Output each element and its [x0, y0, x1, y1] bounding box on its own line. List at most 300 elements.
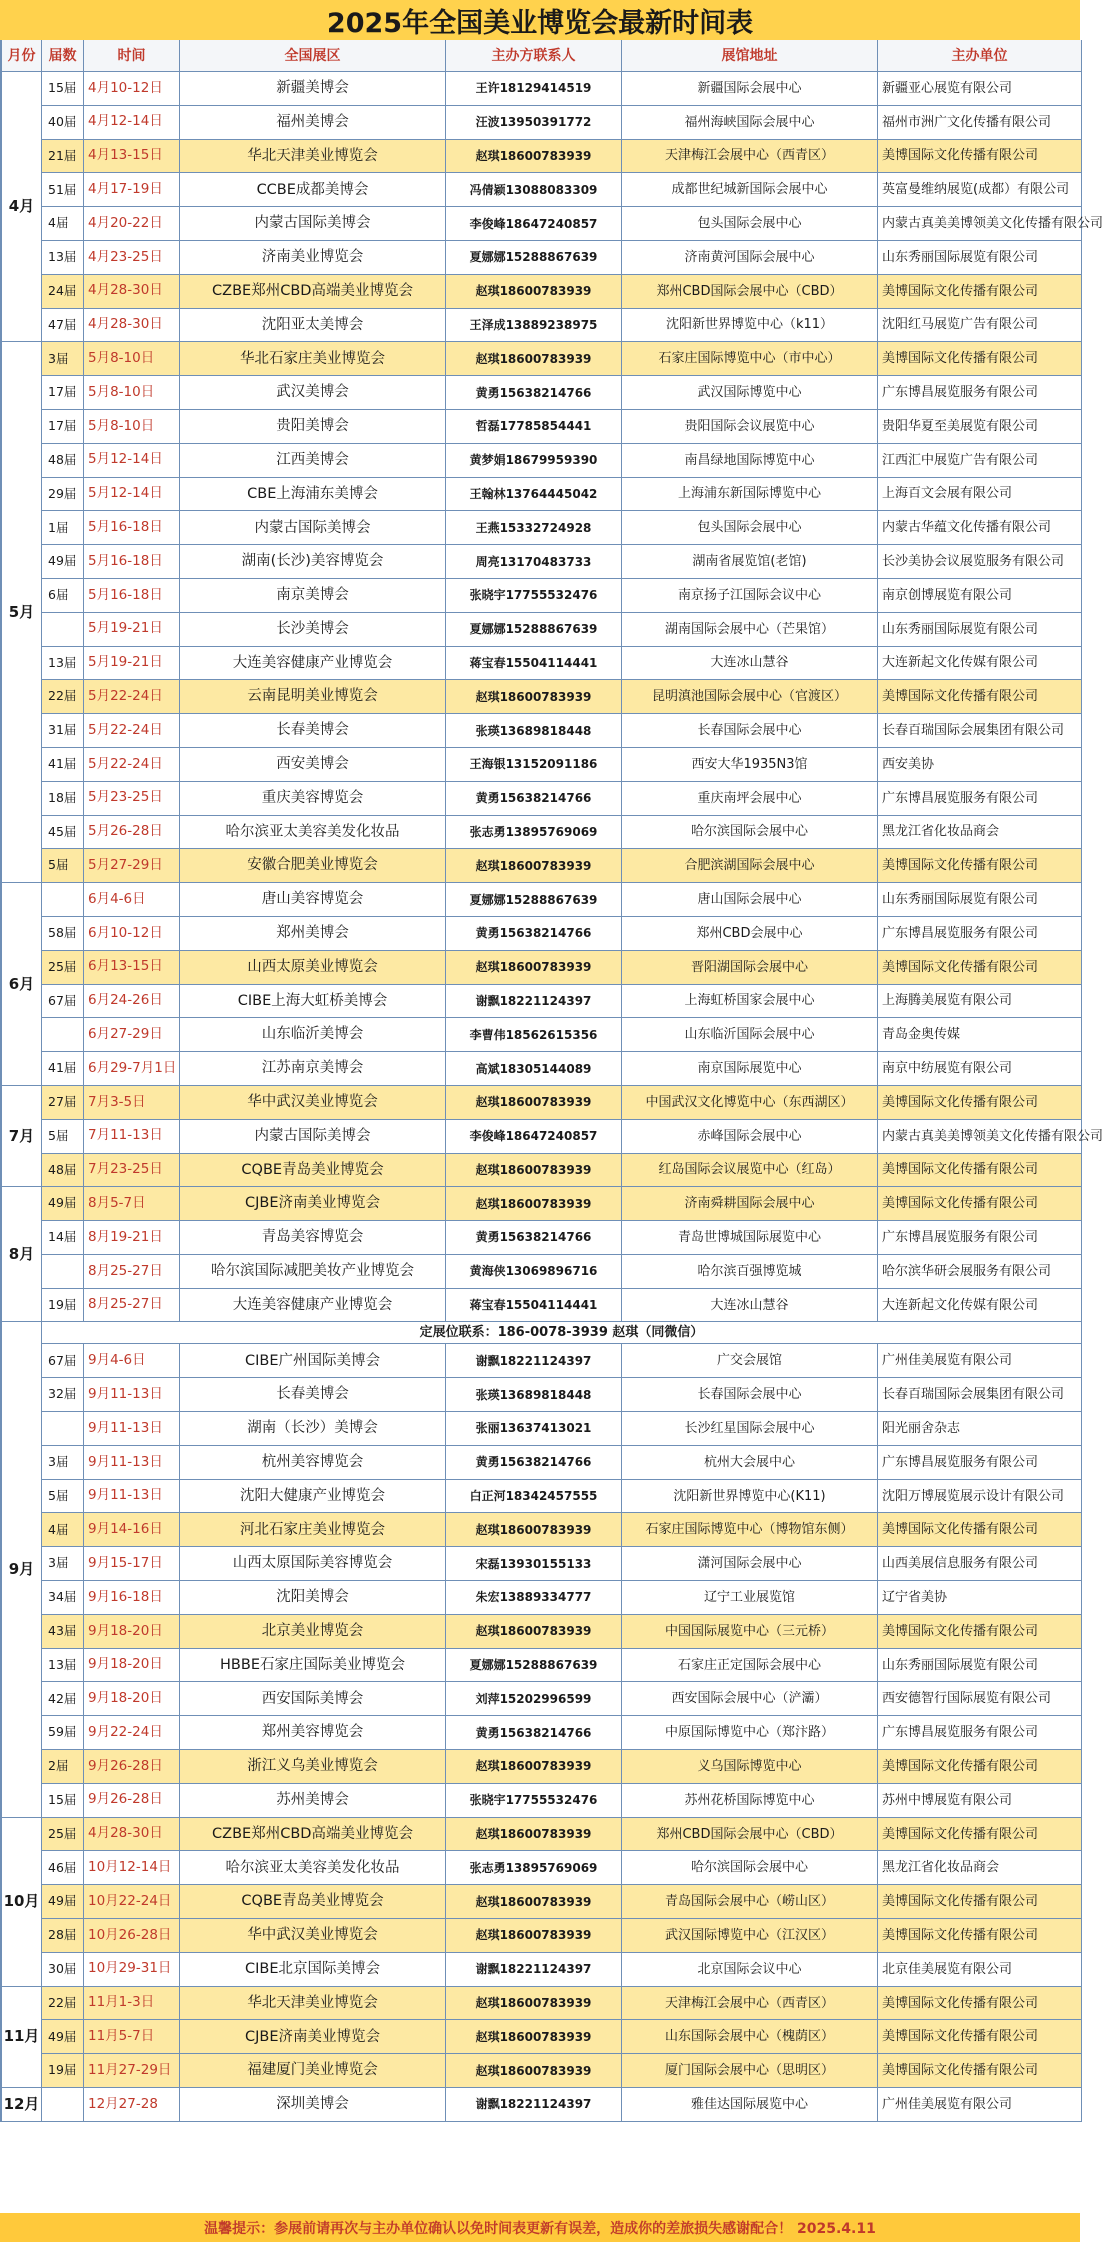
contact-cell: 高斌18305144089	[446, 1052, 622, 1086]
venue-cell: 长沙红星国际会展中心	[622, 1412, 878, 1446]
column-header: 主办方联系人	[446, 40, 622, 72]
contact-cell: 张瑛13689818448	[446, 1378, 622, 1412]
date-cell: 4月13-15日	[84, 140, 180, 174]
date-cell: 9月18-20日	[84, 1649, 180, 1683]
venue-cell: 石家庄国际博览中心（博物馆东侧）	[622, 1513, 878, 1547]
contact-cell: 蒋宝春15504114441	[446, 1289, 622, 1323]
expo-name-cell: 郑州美容博览会	[180, 1716, 446, 1750]
organizer-cell: 美博国际文化传播有限公司	[878, 680, 1082, 714]
organizer-cell: 大连新起文化传媒有限公司	[878, 1289, 1082, 1323]
edition-cell: 15届	[42, 72, 84, 106]
organizer-cell: 上海腾美展览有限公司	[878, 985, 1082, 1019]
contact-cell: 夏娜娜15288867639	[446, 241, 622, 275]
organizer-cell: 山东秀丽国际展览有限公司	[878, 883, 1082, 917]
expo-name-cell: 沈阳美博会	[180, 1581, 446, 1615]
organizer-cell: 上海百文会展有限公司	[878, 478, 1082, 512]
expo-name-cell: 深圳美博会	[180, 2088, 446, 2122]
edition-cell: 6届	[42, 579, 84, 613]
venue-cell: 晋阳湖国际会展中心	[622, 951, 878, 985]
venue-cell: 郑州CBD国际会展中心（CBD）	[622, 275, 878, 309]
contact-cell: 赵琪18600783939	[446, 342, 622, 376]
date-cell: 5月12-14日	[84, 444, 180, 478]
contact-cell: 赵琪18600783939	[446, 951, 622, 985]
expo-name-cell: CZBE郑州CBD高端美业博览会	[180, 1818, 446, 1852]
venue-cell: 重庆南坪会展中心	[622, 782, 878, 816]
contact-cell: 赵琪18600783939	[446, 2054, 622, 2088]
edition-cell: 5届	[42, 1120, 84, 1154]
date-cell: 4月17-19日	[84, 173, 180, 207]
organizer-cell: 北京佳美展览有限公司	[878, 1953, 1082, 1987]
expo-name-cell: 武汉美博会	[180, 376, 446, 410]
date-cell: 4月28-30日	[84, 275, 180, 309]
date-cell: 5月23-25日	[84, 782, 180, 816]
edition-cell: 19届	[42, 1289, 84, 1323]
edition-cell: 48届	[42, 444, 84, 478]
date-cell: 4月23-25日	[84, 241, 180, 275]
edition-cell: 40届	[42, 106, 84, 140]
venue-cell: 中原国际博览中心（郑汴路）	[622, 1716, 878, 1750]
organizer-cell: 西安德智行国际展览有限公司	[878, 1682, 1082, 1716]
edition-cell: 3届	[42, 1446, 84, 1480]
edition-cell: 29届	[42, 478, 84, 512]
contact-cell: 赵琪18600783939	[446, 275, 622, 309]
organizer-cell: 美博国际文化传播有限公司	[878, 1885, 1082, 1919]
contact-cell: 赵琪18600783939	[446, 1513, 622, 1547]
edition-cell: 28届	[42, 1919, 84, 1953]
date-cell: 11月5-7日	[84, 2020, 180, 2054]
column-header: 全国展区	[180, 40, 446, 72]
edition-cell: 3届	[42, 1547, 84, 1581]
organizer-cell: 美博国际文化传播有限公司	[878, 2054, 1082, 2088]
contact-cell: 黄勇15638214766	[446, 1716, 622, 1750]
date-cell: 4月20-22日	[84, 207, 180, 241]
contact-cell: 黄勇15638214766	[446, 1446, 622, 1480]
expo-name-cell: 哈尔滨亚太美容美发化妆品	[180, 816, 446, 850]
venue-cell: 天津梅江会展中心（西青区）	[622, 1987, 878, 2021]
column-header: 月份	[2, 40, 42, 72]
date-cell: 6月29-7月1日	[84, 1052, 180, 1086]
month-label: 6月	[2, 883, 42, 1086]
edition-cell: 30届	[42, 1953, 84, 1987]
edition-cell: 41届	[42, 1052, 84, 1086]
contact-cell: 赵琪18600783939	[446, 849, 622, 883]
expo-name-cell: 福州美博会	[180, 106, 446, 140]
date-cell: 7月11-13日	[84, 1120, 180, 1154]
date-cell: 9月26-28日	[84, 1784, 180, 1818]
date-cell: 5月27-29日	[84, 849, 180, 883]
edition-cell: 13届	[42, 241, 84, 275]
organizer-cell: 沈阳红马展览广告有限公司	[878, 309, 1082, 343]
edition-cell: 14届	[42, 1221, 84, 1255]
edition-cell: 3届	[42, 342, 84, 376]
venue-cell: 郑州CBD会展中心	[622, 917, 878, 951]
contact-cell: 白正河18342457555	[446, 1480, 622, 1514]
date-cell: 9月18-20日	[84, 1682, 180, 1716]
contact-cell: 张晓宇17755532476	[446, 1784, 622, 1818]
date-cell: 5月19-21日	[84, 613, 180, 647]
edition-cell: 31届	[42, 714, 84, 748]
expo-name-cell: 西安国际美博会	[180, 1682, 446, 1716]
venue-cell: 唐山国际会展中心	[622, 883, 878, 917]
expo-name-cell: 哈尔滨国际减肥美妆产业博览会	[180, 1255, 446, 1289]
expo-name-cell: 南京美博会	[180, 579, 446, 613]
edition-cell	[42, 1255, 84, 1289]
edition-cell: 49届	[42, 545, 84, 579]
expo-name-cell: 重庆美容博览会	[180, 782, 446, 816]
venue-cell: 石家庄正定国际会展中心	[622, 1649, 878, 1683]
expo-name-cell: 内蒙古国际美博会	[180, 511, 446, 545]
date-cell: 6月27-29日	[84, 1018, 180, 1052]
edition-cell	[42, 1412, 84, 1446]
venue-cell: 辽宁工业展览馆	[622, 1581, 878, 1615]
edition-cell: 22届	[42, 680, 84, 714]
venue-cell: 新疆国际会展中心	[622, 72, 878, 106]
venue-cell: 成都世纪城新国际会展中心	[622, 173, 878, 207]
date-cell: 11月27-29日	[84, 2054, 180, 2088]
contact-cell: 谢飘18221124397	[446, 1344, 622, 1378]
edition-cell: 67届	[42, 985, 84, 1019]
organizer-cell: 广州佳美展览有限公司	[878, 2088, 1082, 2122]
edition-cell: 48届	[42, 1154, 84, 1188]
date-cell: 4月28-30日	[84, 1818, 180, 1852]
contact-cell: 赵琪18600783939	[446, 1615, 622, 1649]
expo-name-cell: CCBE成都美博会	[180, 173, 446, 207]
contact-cell: 赵琪18600783939	[446, 1154, 622, 1188]
date-cell: 5月26-28日	[84, 816, 180, 850]
expo-name-cell: 山西太原美业博览会	[180, 951, 446, 985]
venue-cell: 南京扬子江国际会议中心	[622, 579, 878, 613]
date-cell: 5月16-18日	[84, 511, 180, 545]
contact-cell: 张晓宇17755532476	[446, 579, 622, 613]
organizer-cell: 阳光丽舍杂志	[878, 1412, 1082, 1446]
edition-cell: 25届	[42, 1818, 84, 1852]
edition-cell: 32届	[42, 1378, 84, 1412]
date-cell: 5月12-14日	[84, 478, 180, 512]
date-cell: 9月18-20日	[84, 1615, 180, 1649]
organizer-cell: 福州市洲广文化传播有限公司	[878, 106, 1082, 140]
venue-cell: 上海虹桥国家会展中心	[622, 985, 878, 1019]
expo-name-cell: 长沙美博会	[180, 613, 446, 647]
column-header: 时间	[84, 40, 180, 72]
expo-name-cell: HBBE石家庄国际美业博览会	[180, 1649, 446, 1683]
venue-cell: 武汉国际博览中心	[622, 376, 878, 410]
date-cell: 4月10-12日	[84, 72, 180, 106]
contact-cell: 赵琪18600783939	[446, 1885, 622, 1919]
organizer-cell: 内蒙古真美美博领美文化传播有限公司	[878, 207, 1082, 241]
expo-name-cell: CIBE广州国际美博会	[180, 1344, 446, 1378]
venue-cell: 杭州大会展中心	[622, 1446, 878, 1480]
venue-cell: 北京国际会议中心	[622, 1953, 878, 1987]
month-label: 9月	[2, 1322, 42, 1817]
date-cell: 10月22-24日	[84, 1885, 180, 1919]
contact-cell: 赵琪18600783939	[446, 1818, 622, 1852]
contact-cell: 蒋宝春15504114441	[446, 647, 622, 681]
venue-cell: 济南黄河国际会展中心	[622, 241, 878, 275]
expo-name-cell: CQBE青岛美业博览会	[180, 1154, 446, 1188]
expo-name-cell: 内蒙古国际美博会	[180, 1120, 446, 1154]
footer-notice: 温馨提示：参展前请再次与主办单位确认以免时间表更新有误差，造成你的差旅损失感谢配合！ 2025.4.11	[0, 2213, 1080, 2242]
date-cell: 12月27-28	[84, 2088, 180, 2122]
edition-cell: 41届	[42, 748, 84, 782]
date-cell: 9月11-13日	[84, 1480, 180, 1514]
edition-cell: 2届	[42, 1750, 84, 1784]
contact-cell: 黄勇15638214766	[446, 1221, 622, 1255]
contact-cell: 李曹伟18562615356	[446, 1018, 622, 1052]
expo-name-cell: CJBE济南美业博览会	[180, 2020, 446, 2054]
venue-cell: 长春国际会展中心	[622, 714, 878, 748]
contact-cell: 谢飘18221124397	[446, 1953, 622, 1987]
venue-cell: 长春国际会展中心	[622, 1378, 878, 1412]
contact-cell: 王翰林13764445042	[446, 478, 622, 512]
organizer-cell: 山东秀丽国际展览有限公司	[878, 1649, 1082, 1683]
expo-name-cell: CJBE济南美业博览会	[180, 1187, 446, 1221]
organizer-cell: 美博国际文化传播有限公司	[878, 849, 1082, 883]
contact-cell: 王海银13152091186	[446, 748, 622, 782]
expo-name-cell: CZBE郑州CBD高端美业博览会	[180, 275, 446, 309]
expo-name-cell: 云南昆明美业博览会	[180, 680, 446, 714]
contact-cell: 汪波13950391772	[446, 106, 622, 140]
edition-cell: 49届	[42, 2020, 84, 2054]
contact-cell: 黄勇15638214766	[446, 376, 622, 410]
expo-name-cell: 浙江义乌美业博览会	[180, 1750, 446, 1784]
organizer-cell: 长春百瑞国际会展集团有限公司	[878, 714, 1082, 748]
date-cell: 5月8-10日	[84, 410, 180, 444]
edition-cell: 42届	[42, 1682, 84, 1716]
edition-cell	[42, 1018, 84, 1052]
contact-cell: 王许18129414519	[446, 72, 622, 106]
venue-cell: 大连冰山慧谷	[622, 647, 878, 681]
month-label: 11月	[2, 1987, 42, 2088]
date-cell: 9月15-17日	[84, 1547, 180, 1581]
venue-cell: 红岛国际会议展览中心（红岛）	[622, 1154, 878, 1188]
expo-name-cell: CIBE北京国际美博会	[180, 1953, 446, 1987]
edition-cell: 19届	[42, 2054, 84, 2088]
date-cell: 5月16-18日	[84, 545, 180, 579]
edition-cell: 17届	[42, 410, 84, 444]
contact-cell: 黄海侠13069896716	[446, 1255, 622, 1289]
date-cell: 6月24-26日	[84, 985, 180, 1019]
organizer-cell: 美博国际文化传播有限公司	[878, 951, 1082, 985]
edition-cell: 46届	[42, 1851, 84, 1885]
contact-cell: 李俊峰18647240857	[446, 1120, 622, 1154]
date-cell: 8月25-27日	[84, 1289, 180, 1323]
contact-cell: 夏娜娜15288867639	[446, 883, 622, 917]
organizer-cell: 美博国际文化传播有限公司	[878, 1086, 1082, 1120]
month-label: 8月	[2, 1187, 42, 1322]
expo-name-cell: CIBE上海大虹桥美博会	[180, 985, 446, 1019]
expo-name-cell: 江西美博会	[180, 444, 446, 478]
organizer-cell: 黑龙江省化妆品商会	[878, 816, 1082, 850]
month-label: 10月	[2, 1818, 42, 1987]
venue-cell: 大连冰山慧谷	[622, 1289, 878, 1323]
date-cell: 5月8-10日	[84, 376, 180, 410]
date-cell: 4月12-14日	[84, 106, 180, 140]
organizer-cell: 美博国际文化传播有限公司	[878, 140, 1082, 174]
schedule-table	[0, 40, 1103, 2122]
date-cell: 6月13-15日	[84, 951, 180, 985]
venue-cell: 石家庄国际博览中心（市中心）	[622, 342, 878, 376]
contact-cell: 李俊峰18647240857	[446, 207, 622, 241]
column-header: 展馆地址	[622, 40, 878, 72]
organizer-cell: 广东博昌展览服务有限公司	[878, 782, 1082, 816]
expo-name-cell: 山西太原国际美容博览会	[180, 1547, 446, 1581]
organizer-cell: 美博国际文化传播有限公司	[878, 1987, 1082, 2021]
date-cell: 9月11-13日	[84, 1412, 180, 1446]
contact-cell: 王泽成13889238975	[446, 309, 622, 343]
organizer-cell: 长沙美协会议展览服务有限公司	[878, 545, 1082, 579]
page-title: 2025年全国美业博览会最新时间表	[0, 0, 1080, 42]
expo-name-cell: 沈阳亚太美博会	[180, 309, 446, 343]
organizer-cell: 英富曼维纳展览(成都）有限公司	[878, 173, 1082, 207]
expo-name-cell: 福建厦门美业博览会	[180, 2054, 446, 2088]
expo-name-cell: CQBE青岛美业博览会	[180, 1885, 446, 1919]
venue-cell: 青岛国际会展中心（崂山区）	[622, 1885, 878, 1919]
column-header: 主办单位	[878, 40, 1082, 72]
contact-cell: 冯倩颖13088083309	[446, 173, 622, 207]
column-header: 届数	[42, 40, 84, 72]
venue-cell: 赤峰国际会展中心	[622, 1120, 878, 1154]
organizer-cell: 美博国际文化传播有限公司	[878, 2020, 1082, 2054]
organizer-cell: 江西汇中展览广告有限公司	[878, 444, 1082, 478]
venue-cell: 包头国际会展中心	[622, 207, 878, 241]
organizer-cell: 苏州中博展览有限公司	[878, 1784, 1082, 1818]
venue-cell: 中国武汉文化博览中心（东西湖区）	[622, 1086, 878, 1120]
venue-cell: 哈尔滨百强博览城	[622, 1255, 878, 1289]
organizer-cell: 山西美展信息服务有限公司	[878, 1547, 1082, 1581]
edition-cell: 47届	[42, 309, 84, 343]
contact-cell: 哲磊17785854441	[446, 410, 622, 444]
date-cell: 7月23-25日	[84, 1154, 180, 1188]
edition-cell: 15届	[42, 1784, 84, 1818]
expo-name-cell: 江苏南京美博会	[180, 1052, 446, 1086]
edition-cell: 27届	[42, 1086, 84, 1120]
edition-cell	[42, 883, 84, 917]
expo-name-cell: 新疆美博会	[180, 72, 446, 106]
organizer-cell: 广东博昌展览服务有限公司	[878, 1716, 1082, 1750]
venue-cell: 山东国际会展中心（槐荫区）	[622, 2020, 878, 2054]
organizer-cell: 广东博昌展览服务有限公司	[878, 917, 1082, 951]
date-cell: 10月12-14日	[84, 1851, 180, 1885]
organizer-cell: 美博国际文化传播有限公司	[878, 1513, 1082, 1547]
contact-cell: 张丽13637413021	[446, 1412, 622, 1446]
organizer-cell: 大连新起文化传媒有限公司	[878, 647, 1082, 681]
contact-cell: 黄勇15638214766	[446, 782, 622, 816]
venue-cell: 南京国际展览中心	[622, 1052, 878, 1086]
contact-cell: 张志勇13895769069	[446, 1851, 622, 1885]
venue-cell: 中国国际展览中心（三元桥）	[622, 1615, 878, 1649]
month-label: 5月	[2, 342, 42, 883]
organizer-cell: 山东秀丽国际展览有限公司	[878, 241, 1082, 275]
organizer-cell: 哈尔滨华研会展服务有限公司	[878, 1255, 1082, 1289]
expo-name-cell: 华中武汉美业博览会	[180, 1919, 446, 1953]
date-cell: 6月4-6日	[84, 883, 180, 917]
venue-cell: 湖南省展览馆(老馆)	[622, 545, 878, 579]
venue-cell: 天津梅江会展中心（西青区）	[622, 140, 878, 174]
expo-name-cell: 华北天津美业博览会	[180, 140, 446, 174]
month-label: 12月	[2, 2088, 42, 2122]
organizer-cell: 内蒙古真美美博领美文化传播有限公司	[878, 1120, 1082, 1154]
edition-cell: 22届	[42, 1987, 84, 2021]
edition-cell: 58届	[42, 917, 84, 951]
contact-cell: 谢飘18221124397	[446, 2088, 622, 2122]
date-cell: 5月22-24日	[84, 714, 180, 748]
venue-cell: 雅佳达国际展览中心	[622, 2088, 878, 2122]
expo-name-cell: 华北石家庄美业博览会	[180, 342, 446, 376]
contact-cell: 赵琪18600783939	[446, 1919, 622, 1953]
organizer-cell: 广东博昌展览服务有限公司	[878, 1221, 1082, 1255]
edition-cell: 51届	[42, 173, 84, 207]
expo-name-cell: 大连美容健康产业博览会	[180, 647, 446, 681]
expo-name-cell: 华中武汉美业博览会	[180, 1086, 446, 1120]
organizer-cell: 美博国际文化传播有限公司	[878, 1750, 1082, 1784]
venue-cell: 沈阳新世界博览中心（k11）	[622, 309, 878, 343]
expo-name-cell: 华北天津美业博览会	[180, 1987, 446, 2021]
organizer-cell: 山东秀丽国际展览有限公司	[878, 613, 1082, 647]
expo-name-cell: 北京美业博览会	[180, 1615, 446, 1649]
edition-cell: 67届	[42, 1344, 84, 1378]
contact-cell: 赵琪18600783939	[446, 140, 622, 174]
contact-cell: 赵琪18600783939	[446, 1987, 622, 2021]
venue-cell: 合肥滨湖国际会展中心	[622, 849, 878, 883]
date-cell: 5月8-10日	[84, 342, 180, 376]
contact-cell: 周亮13170483733	[446, 545, 622, 579]
organizer-cell: 沈阳万博展览展示设计有限公司	[878, 1480, 1082, 1514]
booking-contact-note: 定展位联系：186-0078-3939 赵琪（同微信）	[42, 1322, 1082, 1344]
edition-cell	[42, 2088, 84, 2122]
expo-name-cell: CBE上海浦东美博会	[180, 478, 446, 512]
venue-cell: 义乌国际博览中心	[622, 1750, 878, 1784]
organizer-cell: 新疆亚心展览有限公司	[878, 72, 1082, 106]
contact-cell: 夏娜娜15288867639	[446, 613, 622, 647]
organizer-cell: 南京创博展览有限公司	[878, 579, 1082, 613]
organizer-cell: 美博国际文化传播有限公司	[878, 1154, 1082, 1188]
date-cell: 10月26-28日	[84, 1919, 180, 1953]
organizer-cell: 广东博昌展览服务有限公司	[878, 376, 1082, 410]
edition-cell	[42, 613, 84, 647]
organizer-cell: 内蒙古华蕴文化传播有限公司	[878, 511, 1082, 545]
edition-cell: 5届	[42, 849, 84, 883]
contact-cell: 刘萍15202996599	[446, 1682, 622, 1716]
expo-name-cell: 长春美博会	[180, 1378, 446, 1412]
contact-cell: 夏娜娜15288867639	[446, 1649, 622, 1683]
contact-cell: 张志勇13895769069	[446, 816, 622, 850]
contact-cell: 赵琪18600783939	[446, 680, 622, 714]
venue-cell: 沈阳新世界博览中心(K11)	[622, 1480, 878, 1514]
date-cell: 9月14-16日	[84, 1513, 180, 1547]
organizer-cell: 贵阳华夏至美展览有限公司	[878, 410, 1082, 444]
date-cell: 8月19-21日	[84, 1221, 180, 1255]
venue-cell: 南昌绿地国际博览中心	[622, 444, 878, 478]
expo-name-cell: 哈尔滨亚太美容美发化妆品	[180, 1851, 446, 1885]
venue-cell: 青岛世博城国际展览中心	[622, 1221, 878, 1255]
organizer-cell: 辽宁省美协	[878, 1581, 1082, 1615]
edition-cell: 34届	[42, 1581, 84, 1615]
contact-cell: 宋磊13930155133	[446, 1547, 622, 1581]
venue-cell: 昆明滇池国际会展中心（官渡区）	[622, 680, 878, 714]
expo-name-cell: 贵阳美博会	[180, 410, 446, 444]
date-cell: 9月11-13日	[84, 1446, 180, 1480]
expo-name-cell: 郑州美博会	[180, 917, 446, 951]
venue-cell: 上海浦东新国际博览中心	[622, 478, 878, 512]
contact-cell: 黄梦娟18679959390	[446, 444, 622, 478]
venue-cell: 武汉国际博览中心（江汉区）	[622, 1919, 878, 1953]
expo-name-cell: 西安美博会	[180, 748, 446, 782]
date-cell: 6月10-12日	[84, 917, 180, 951]
edition-cell: 5届	[42, 1480, 84, 1514]
expo-name-cell: 杭州美容博览会	[180, 1446, 446, 1480]
date-cell: 5月22-24日	[84, 680, 180, 714]
month-label: 4月	[2, 72, 42, 342]
